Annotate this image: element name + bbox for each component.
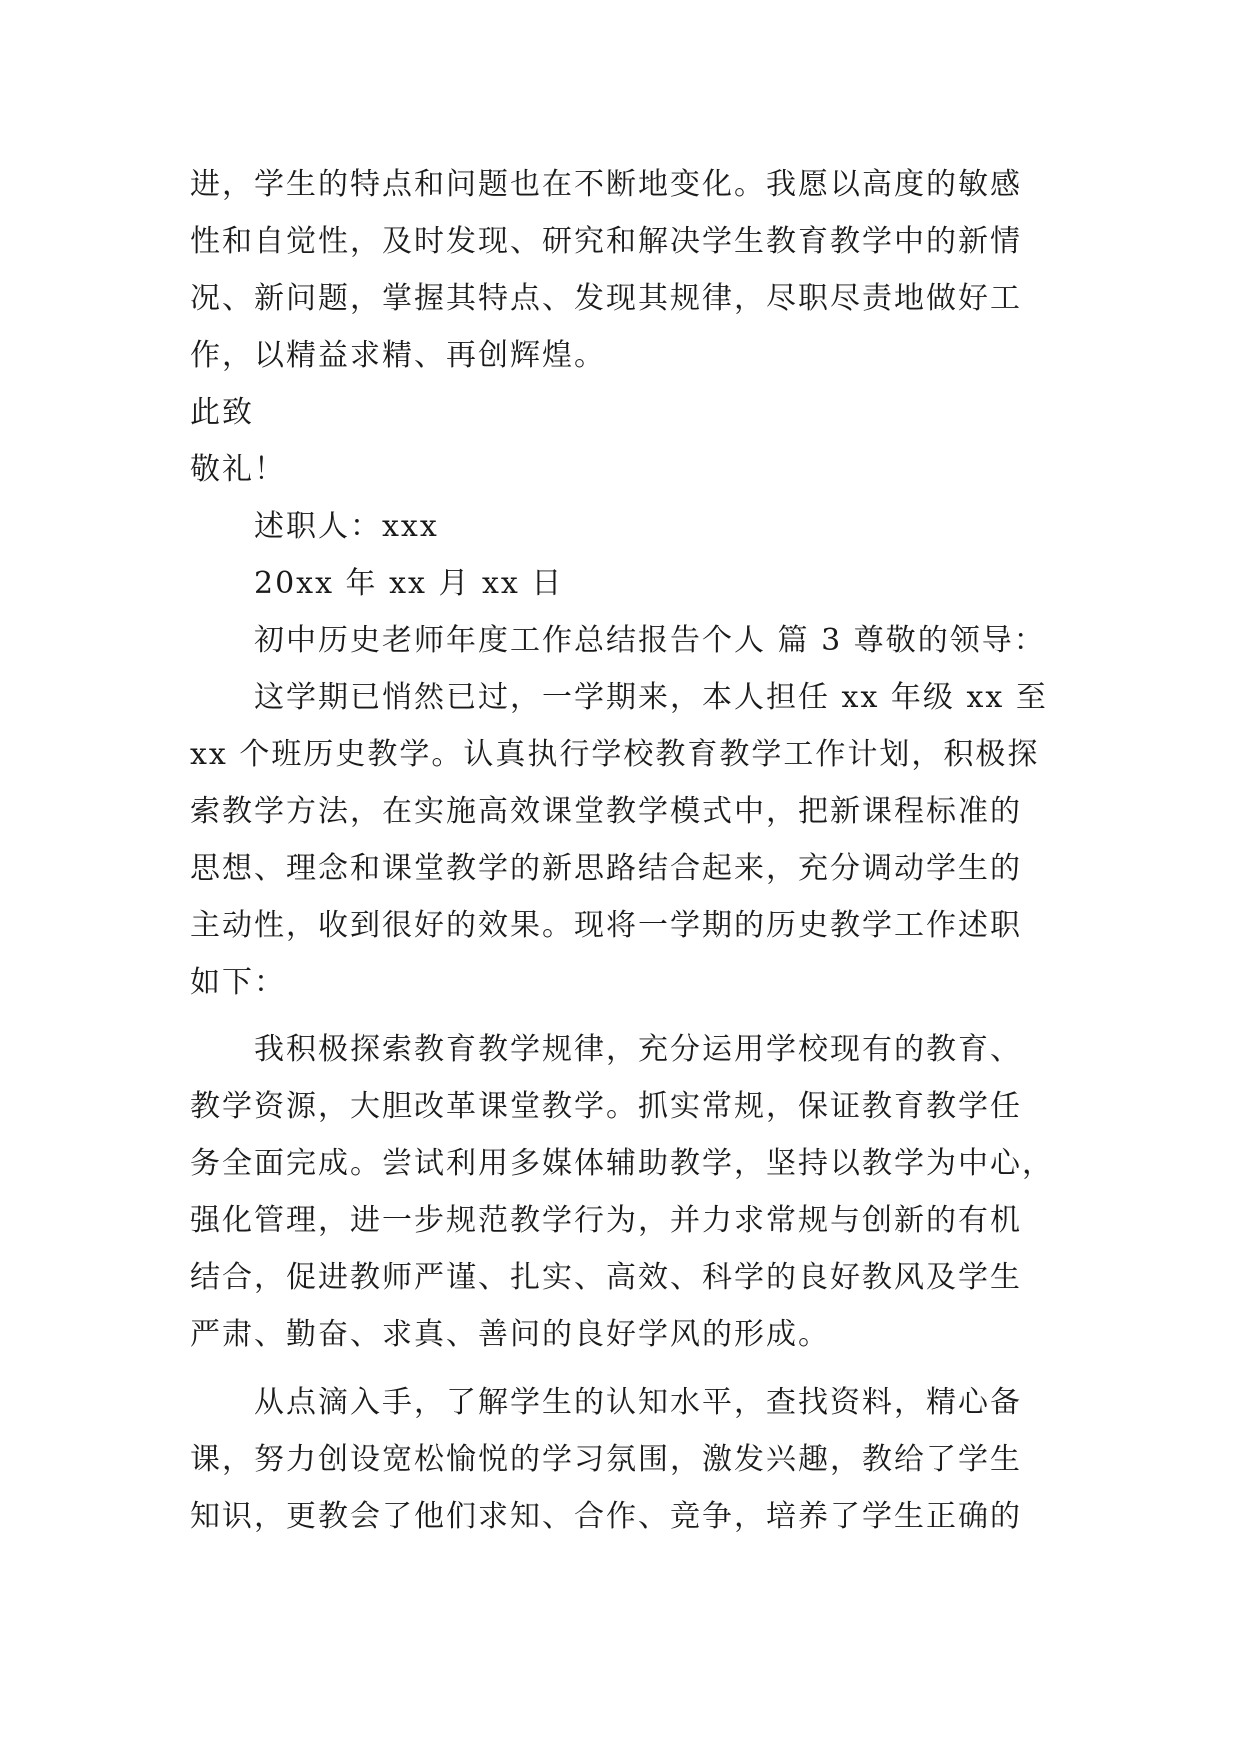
text-line: 作，以精益求精、再创辉煌。 [190, 338, 606, 373]
text-line: 如下： [190, 965, 286, 1000]
text-line: xx 个班历史教学。认真执行学校教育教学工作计划，积极探 [190, 737, 1040, 772]
text-line: 这学期已悄然已过，一学期来，本人担任 xx 年级 xx 至 [254, 680, 1048, 715]
text-line: 务全面完成。尝试利用多媒体辅助教学，坚持以教学为中心， [190, 1146, 1054, 1181]
closing-regards: 敬礼！ [190, 452, 286, 487]
text-line: 思想、理念和课堂教学的新思路结合起来，充分调动学生的 [190, 851, 1022, 886]
section-heading: 初中历史老师年度工作总结报告个人 篇 3 尊敬的领导： [254, 623, 1046, 658]
text-line: 严肃、勤奋、求真、善问的良好学风的形成。 [190, 1317, 830, 1352]
text-line: 教学资源，大胆改革课堂教学。抓实常规，保证教育教学任 [190, 1089, 1022, 1124]
text-line: 索教学方法，在实施高效课堂教学模式中，把新课程标准的 [190, 794, 1022, 829]
text-line: 结合，促进教师严谨、扎实、高效、科学的良好教风及学生 [190, 1260, 1022, 1295]
text-line: 课，努力创设宽松愉悦的学习氛围，激发兴趣，教给了学生 [190, 1442, 1022, 1477]
text-line: 从点滴入手，了解学生的认知水平，查找资料，精心备 [254, 1385, 1022, 1420]
text-line: 主动性，收到很好的效果。现将一学期的历史教学工作述职 [190, 908, 1022, 943]
text-line: 进，学生的特点和问题也在不断地变化。我愿以高度的敏感 [190, 167, 1022, 202]
date-line: 20xx 年 xx 月 xx 日 [254, 566, 564, 601]
text-line: 知识，更教会了他们求知、合作、竞争，培养了学生正确的 [190, 1499, 1022, 1534]
text-line: 我积极探索教育教学规律，充分运用学校现有的教育、 [254, 1032, 1022, 1067]
text-line: 性和自觉性，及时发现、研究和解决学生教育教学中的新情 [190, 224, 1022, 259]
text-line: 况、新问题，掌握其特点、发现其规律，尽职尽责地做好工 [190, 281, 1022, 316]
text-line: 强化管理，进一步规范教学行为，并力求常规与创新的有机 [190, 1203, 1022, 1238]
closing-salutation: 此致 [190, 395, 254, 430]
author-signature: 述职人：xxx [254, 509, 439, 544]
